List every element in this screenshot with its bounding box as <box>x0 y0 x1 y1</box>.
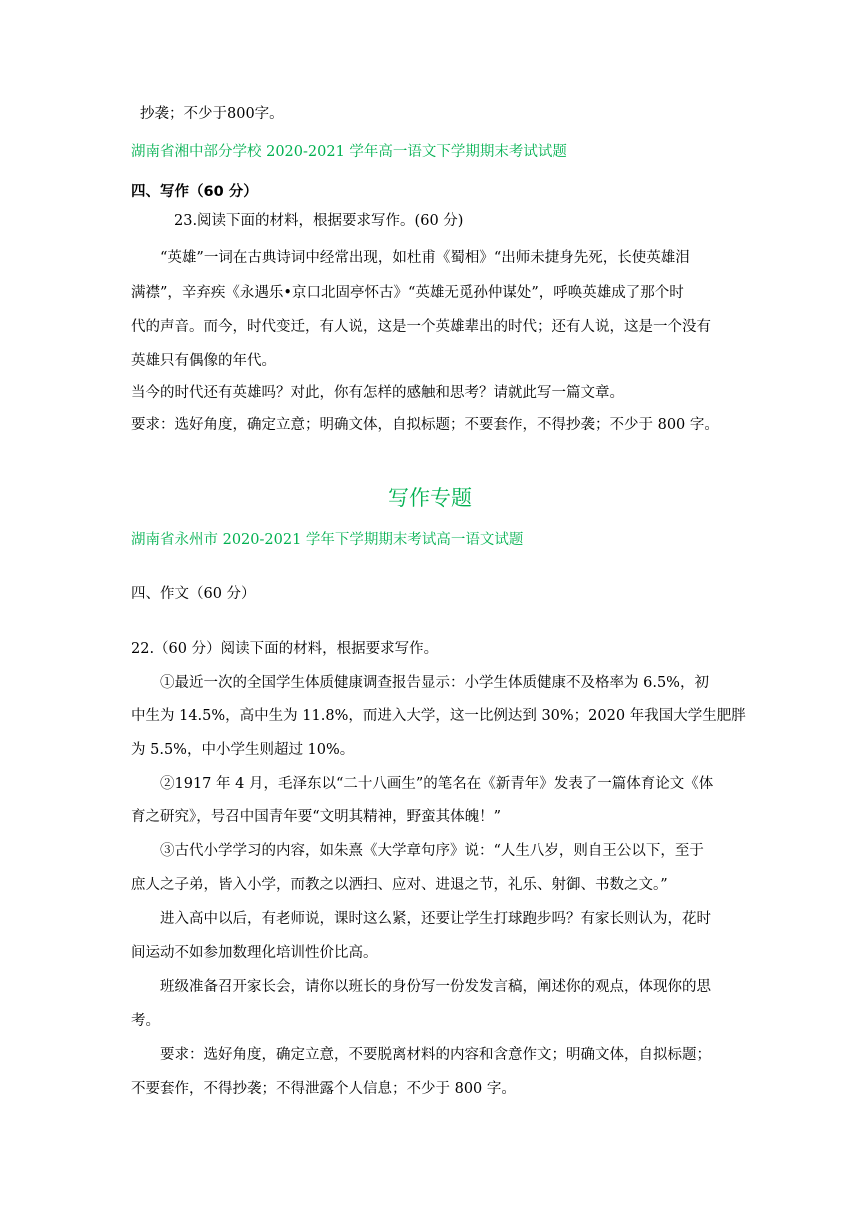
text-line: ②1917 年 4 月，毛泽东以“二十八画生”的笔名在《新青年》发表了一篇体育论文《体 <box>160 776 714 792</box>
text-line: 间运动不如参加数理化培训性价比高。 <box>131 945 378 961</box>
text-line: 当今的时代还有英雄吗？对此，你有怎样的感触和思考？请就此写一篇文章。 <box>131 385 624 401</box>
page-title: 写作专题 <box>388 486 472 510</box>
source-line: 湖南省永州市 2020-2021 学年下学期期末考试高一语文试题 <box>131 532 524 548</box>
text-line: 为 5.5%，中小学生则超过 10%。 <box>131 742 355 758</box>
section-heading: 四、作文（60 分） <box>131 586 256 602</box>
requirements: 要求：选好角度，确定立意；明确文体，自拟标题；不要套作，不得抄袭；不少于 800 字。 <box>131 417 719 433</box>
source-line: 湖南省湘中部分学校 2020-2021 学年高一语文下学期期末考试试题 <box>131 144 567 160</box>
text-line: 英雄只有偶像的年代。 <box>131 353 276 369</box>
requirements: 要求：选好角度，确定立意，不要脱离材料的内容和含意作文；明确文体，自拟标题； <box>160 1047 711 1063</box>
text-line: 庶人之子弟，皆入小学，而教之以洒扫、应对、进退之节，礼乐、射御、书数之文。” <box>131 877 668 893</box>
section-heading: 四、写作（60 分） <box>131 184 258 200</box>
text-line: “英雄”一词在古典诗词中经常出现，如杜甫《蜀相》“出师未捷身先死，长使英雄泪 <box>160 250 690 266</box>
text-line: 考。 <box>131 1013 160 1029</box>
requirements: 不要套作，不得抄袭；不得泄露个人信息；不少于 800 字。 <box>131 1081 516 1097</box>
question-prompt: 23.阅读下面的材料，根据要求写作。(60 分) <box>174 213 464 229</box>
text-line: 班级准备召开家长会，请你以班长的身份写一份发发言稿，阐述你的观点，体现你的思 <box>160 979 711 995</box>
question-prompt: 22.（60 分）阅读下面的材料，根据要求写作。 <box>131 641 439 657</box>
text-line: 代的声音。而今，时代变迁，有人说，这是一个英雄辈出的时代；还有人说，这是一个没有 <box>131 319 711 335</box>
text-line: 育之研究》，号召中国青年要“文明其精神，野蛮其体魄！” <box>131 809 502 825</box>
text-line: ③古代小学学习的内容，如朱熹《大学章句序》说：“人生八岁，则自王公以下，至于 <box>160 843 704 859</box>
text-line: 进入高中以后，有老师说，课时这么紧，还要让学生打球跑步吗？有家长则认为，花时 <box>160 911 711 927</box>
text-line: 中生为 14.5%，高中生为 11.8%，而进入大学，这一比例达到 30%；2020 年我国大学生肥胖 <box>131 708 746 724</box>
text-line: 满襟”，辛弃疾《永遇乐•京口北固亭怀古》“英雄无觅孙仲谋处”，呼唤英雄成了那个时 <box>131 285 684 301</box>
text-line: 抄袭；不少于800字。 <box>140 106 284 122</box>
text-line: ①最近一次的全国学生体质健康调查报告显示：小学生体质健康不及格率为 6.5%，初 <box>160 675 709 691</box>
